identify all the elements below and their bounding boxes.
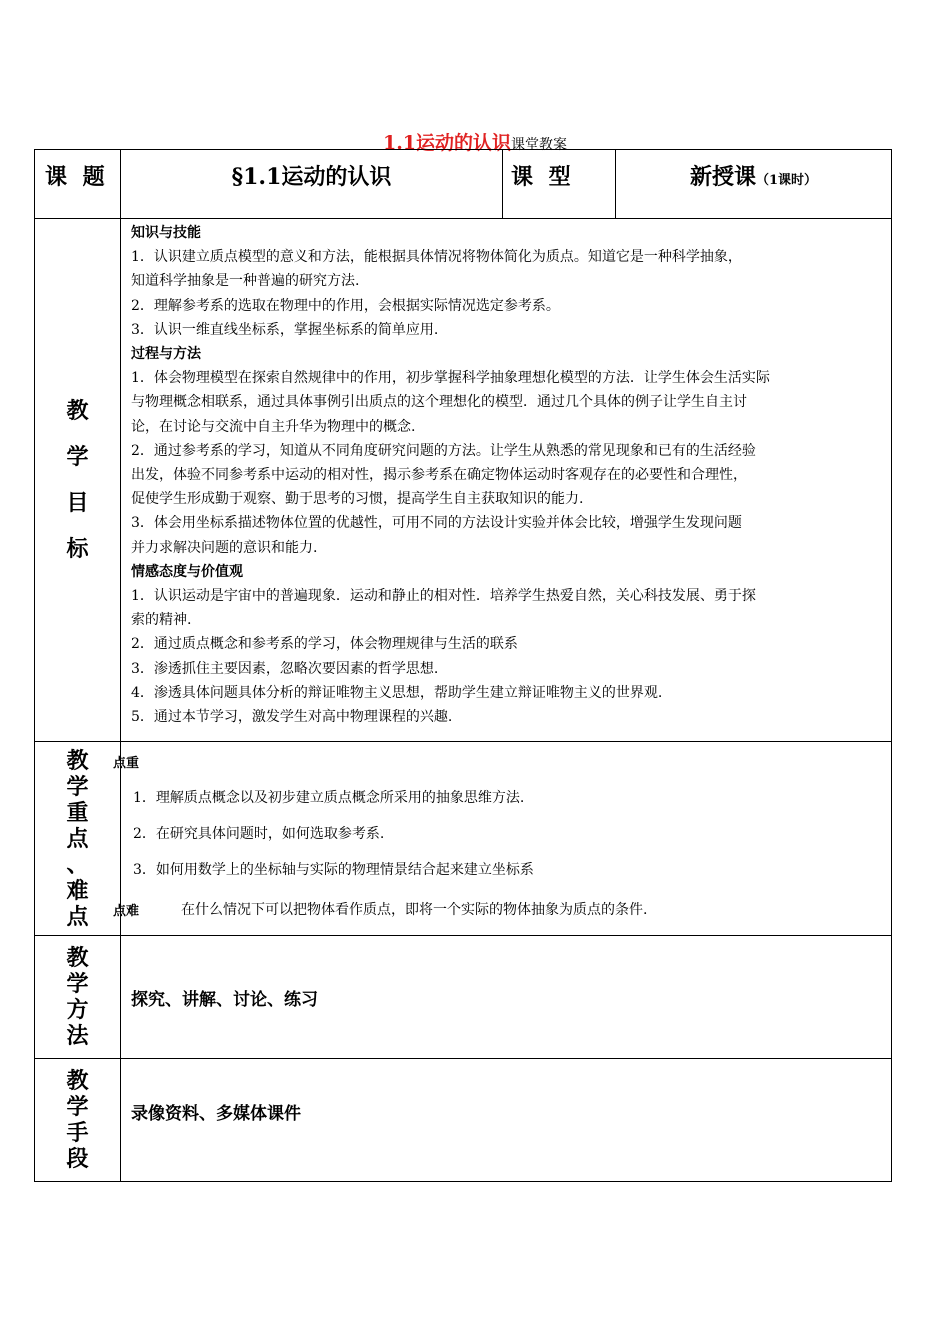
side-char: 方 [66,997,89,1023]
side-char: 法 [66,1023,89,1049]
goal-line: 1．认识建立质点模型的意义和方法，能根据具体情况将物体简化为质点。知道它是一种科学抽象， [131,249,742,266]
goal-line: 5．通过本节学习，激发学生对高中物理课程的兴趣. [131,709,453,726]
type-value: 新授课 [689,164,756,190]
goal-line: 索的精神. [131,612,192,629]
goal-line: 2．理解参考系的选取在物理中的作用，会根据实际情况选定参考系。 [131,297,560,314]
side-char: 点 [66,903,89,930]
side-char: 学 [66,1094,89,1120]
side-char: 标 [66,536,89,562]
means-value: 录像资料、多媒体课件 [121,1059,892,1182]
goal-line: 3．体会用坐标系描述物体位置的优越性，可用不同的方法设计实验并体会比较，增强学生发现问题 [131,515,742,532]
means-side-label [35,1059,121,1182]
type-value-cell [616,150,892,219]
goal-line: 1．体会物理模型在探索自然规律中的作用，初步掌握科学抽象理想化模型的方法．让学生体会生活实际 [131,370,770,387]
lesson-plan-table [34,149,892,1182]
goal-line: 1．认识运动是宇宙中的普遍现象．运动和静止的相对性．培养学生热爱自然，关心科技发展、勇于探 [131,588,756,605]
side-char: 难 [66,877,89,904]
document-title-sub: 课堂教案 [511,137,568,153]
key-point-line: 1．理解质点概念以及初步建立质点概念所采用的抽象思维方法. [133,790,525,806]
key-points-row [35,742,892,936]
key-point-line: 3．如何用数学上的坐标轴与实际的物理情景结合起来建立坐标系 [133,862,534,878]
document-title-main: 1.1运动的认识 [382,132,512,154]
type-note: （1课时） [755,173,818,188]
topic-value-cell [121,150,503,219]
goal-line: 促使学生形成勤于观察、勤于思考的习惯，提高学生自主获取知识的能力. [131,491,584,508]
side-char: 学 [66,773,89,800]
side-char: 目 [66,490,89,516]
goals-content [121,219,892,742]
side-char: 教 [66,945,89,971]
side-char: 手 [66,1120,89,1146]
goal-line: 3．认识一维直线坐标系，掌握坐标系的简单应用. [131,321,439,338]
goal-line: 4．渗透具体问题具体分析的辩证唯物主义思想，帮助学生建立辩证唯物主义的世界观. [131,684,663,701]
goal-line: 与物理概念相联系，通过具体事例引出质点的这个理想化的模型．通过几个具体的例子让学生自主讨 [131,394,747,411]
side-char: 重 [66,799,89,826]
method-side-label [35,936,121,1059]
type-value-wrap [616,150,891,191]
means-row [35,1059,892,1182]
side-char: 点 [66,825,89,852]
goal-line: 论，在讨论与交流中自主升华为物理中的概念. [131,418,416,435]
side-char: 教 [66,747,89,774]
side-char: 学 [66,971,89,997]
difficult-point-text: 在什么情况下可以把物体看作质点，即将一个实际的物体抽象为质点的条件. [181,902,648,918]
side-char: 、 [66,851,89,878]
topic-label: 课 题 [45,164,109,190]
header-row [35,150,892,219]
goal-line: 3．渗透抓住主要因素，忽略次要因素的哲学思想. [131,660,439,677]
side-char: 段 [66,1146,89,1172]
key-point-line: 2．在研究具体问题时，如何选取参考系. [133,826,385,842]
key-points-side-label [35,742,121,936]
goal-line: 出发，体验不同参考系中运动的相对性，揭示参考系在确定物体运动时客观存在的必要性和合理性， [131,467,747,484]
section-heading: 情感态度与价值观 [131,563,243,580]
method-row [35,936,892,1059]
key-point-label: 点重 [113,756,140,771]
topic-value: §1.1运动的认识 [231,164,392,190]
side-char: 教 [66,1068,89,1094]
section-heading: 知识与技能 [131,225,201,241]
goal-line: 并力求解决问题的意识和能力. [131,539,318,556]
section-heading: 过程与方法 [131,346,201,363]
type-label: 课 型 [511,164,575,190]
goal-line: 知道科学抽象是一种普遍的研究方法. [131,273,360,290]
difficult-point-label: 点难 [113,904,140,919]
side-char: 学 [66,444,89,470]
goals-side-label [35,219,121,742]
topic-label-cell [35,150,121,219]
method-value: 探究、讲解、讨论、练习 [121,936,892,1059]
goals-row [35,219,892,742]
key-points-content [113,742,892,936]
side-char: 教 [66,398,89,424]
goal-line: 2．通过质点概念和参考系的学习，体会物理规律与生活的联系 [131,636,518,653]
type-label-cell [503,150,616,219]
goal-line: 2．通过参考系的学习，知道从不同角度研究问题的方法。让学生从熟悉的常见现象和已有的生活经验 [131,442,756,459]
